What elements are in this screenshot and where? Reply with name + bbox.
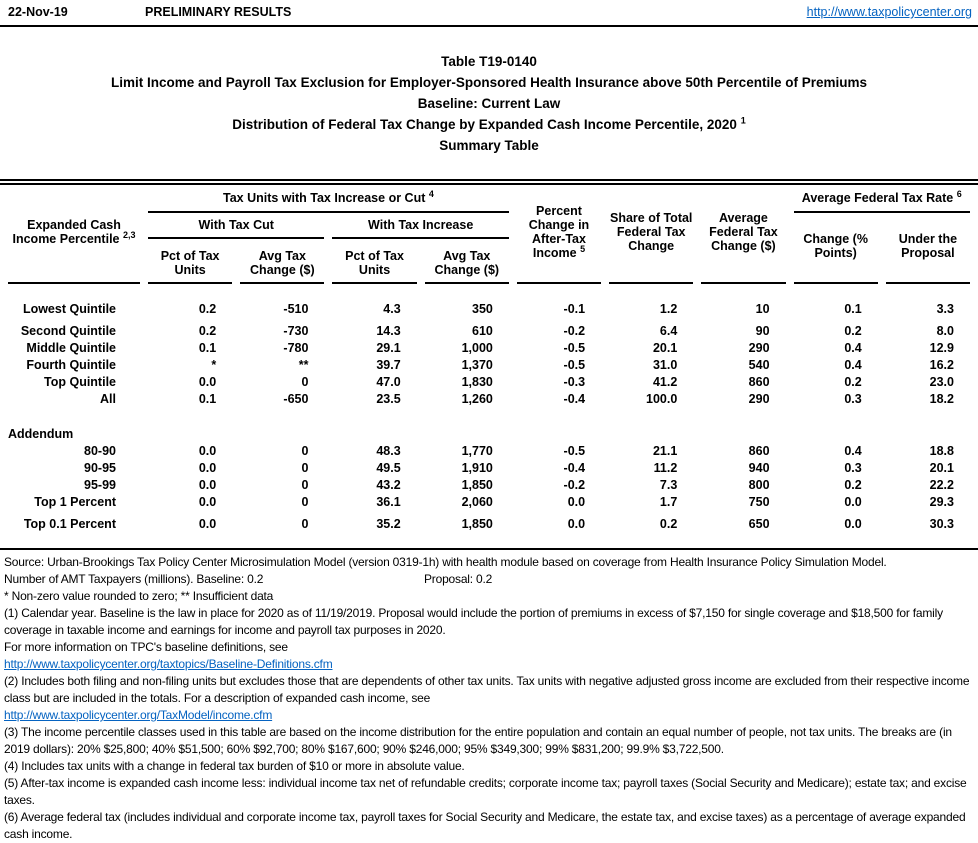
cell-value: 29.1 <box>376 341 401 355</box>
footnote-1: (1) Calendar year. Baseline is the law in place for 2020 as of 11/19/2019. Proposal would include the portion of premiums in excess of $7,150 for single coverage and $18,500 for family coverage in taxable income and earnings for income and payroll tax purposes in 2020. <box>4 606 943 637</box>
table-row <box>8 374 970 391</box>
cell-value: 1.7 <box>659 495 678 509</box>
cell-value: 0 <box>301 495 309 509</box>
cell-value: 0.3 <box>844 392 862 406</box>
footnote-ref-2-3: 2,3 <box>122 229 136 240</box>
col-header-avg-tax-change-cut: Avg Tax Change ($) <box>240 239 324 284</box>
cell-value: -0.2 <box>563 324 586 338</box>
footnote-2: (2) Includes both filing and non-filing units but excludes those that are dependents of other tax units. Tax units with negative adjusted gross income are excluded from their respective income class but are included in the totals. For a description of expanded cash income, see <box>4 674 970 705</box>
cell-value: 0 <box>301 478 309 492</box>
summary-table <box>0 185 978 548</box>
cell-value: 860 <box>748 444 770 458</box>
cell-value: ** <box>298 358 309 372</box>
cell-value: -0.3 <box>563 375 586 389</box>
footnote-6: (6) Average federal tax (includes individual and corporate income tax, payroll taxes for Social Security and Medicare, the estate tax, and excise taxes) as a percentage of average expanded cash income. <box>4 810 966 841</box>
cell-value: 22.2 <box>929 478 954 492</box>
footnote-1b: For more information on TPC's baseline definitions, see <box>4 640 288 654</box>
cell-value: 47.0 <box>376 375 401 389</box>
cell-value: 1,370 <box>461 358 493 372</box>
cell-value: 0 <box>301 517 309 531</box>
table-header <box>8 185 970 284</box>
row-label: Top 1 Percent <box>34 495 116 509</box>
cell-value: 29.3 <box>929 495 954 509</box>
cell-value: 100.0 <box>646 392 678 406</box>
cell-value: 20.1 <box>652 341 678 355</box>
cell-value: 0.2 <box>844 324 862 338</box>
cell-value: 0 <box>301 375 309 389</box>
footnote-amt <box>4 571 974 588</box>
cell-value: 2,060 <box>461 495 493 509</box>
table-row <box>8 284 970 323</box>
cell-value: 90 <box>755 324 770 338</box>
group-header-with-tax-cut: With Tax Cut <box>148 213 324 239</box>
footnotes <box>0 550 978 843</box>
footnote-ref-6: 6 <box>956 188 962 199</box>
cell-value: 36.1 <box>376 495 401 509</box>
table-row <box>8 323 970 340</box>
cell-value: -0.1 <box>563 301 586 316</box>
cell-value: 7.3 <box>659 478 678 492</box>
baseline-line: Baseline: Current Law <box>417 96 561 111</box>
footnote-ref-1: 1 <box>740 115 746 126</box>
cell-value: 14.3 <box>376 324 401 338</box>
cell-value: 610 <box>472 324 493 338</box>
cell-value: 12.9 <box>929 341 954 355</box>
table-row <box>8 494 970 511</box>
cell-value: 1,830 <box>461 375 493 389</box>
cell-value: 39.7 <box>376 358 401 372</box>
cell-value: 860 <box>748 375 770 389</box>
row-label: Fourth Quintile <box>26 358 116 372</box>
top-bar <box>0 0 978 27</box>
cell-value: 650 <box>748 517 770 531</box>
cell-value: 1,260 <box>461 392 493 406</box>
cell-value: 0.0 <box>198 478 217 492</box>
cell-value: -0.5 <box>563 358 586 372</box>
cell-value: 350 <box>472 301 493 316</box>
addendum-label: Addendum <box>8 427 74 441</box>
table-row <box>8 460 970 477</box>
baseline-definitions-link[interactable]: http://www.taxpolicycenter.org/taxtopics/Baseline-Definitions.cfm <box>4 657 333 671</box>
cell-value: 43.2 <box>376 478 401 492</box>
report-date: 22-Nov-19 <box>8 5 68 19</box>
row-label: Lowest Quintile <box>22 301 116 316</box>
col-header-under-the-proposal: Under the Proposal <box>886 213 970 284</box>
row-label: 80-90 <box>84 444 116 458</box>
table-row <box>8 340 970 357</box>
table-row <box>8 443 970 460</box>
cell-value: -730 <box>283 324 309 338</box>
group-header-average-federal-tax-rate <box>794 185 970 213</box>
cell-value: 18.2 <box>929 392 954 406</box>
baseline-definitions-link-line <box>4 656 974 673</box>
cell-value: 1.2 <box>659 301 678 316</box>
cell-value: 0.4 <box>844 444 862 458</box>
col-header-pct-of-tax-units-increase: Pct of Tax Units <box>332 239 416 284</box>
row-label: Middle Quintile <box>26 341 116 355</box>
group-header-with-tax-increase: With Tax Increase <box>332 213 508 239</box>
cell-value: 35.2 <box>376 517 401 531</box>
cell-value: 0.2 <box>844 375 862 389</box>
avg-fed-tax-rate-text: Average Federal Tax Rate <box>801 191 954 205</box>
cell-value: 0.1 <box>198 341 217 355</box>
cell-value: 41.2 <box>652 375 678 389</box>
cell-value: 8.0 <box>936 324 954 338</box>
cell-value: 11.2 <box>653 461 678 475</box>
addendum-header <box>8 408 970 443</box>
row-label: Top 0.1 Percent <box>23 517 116 531</box>
cell-value: -0.4 <box>563 461 586 475</box>
table-row <box>8 391 970 408</box>
table-row <box>8 511 970 548</box>
taxpolicycenter-link[interactable]: http://www.taxpolicycenter.org <box>806 5 972 19</box>
col-header-average-federal-tax-change: Average Federal Tax Change ($) <box>701 185 785 284</box>
income-link-line <box>4 707 974 724</box>
footnote-symbols: * Non-zero value rounded to zero; ** Insufficient data <box>4 589 274 603</box>
row-label: Top Quintile <box>44 375 116 389</box>
col-header-pct-change-after-tax-income <box>517 185 601 284</box>
footnote-ref-5: 5 <box>580 243 586 254</box>
table-title: Limit Income and Payroll Tax Exclusion for Employer-Sponsored Health Insurance above 50th Percentile of Premiums <box>111 75 867 90</box>
cell-value: 0.2 <box>844 478 862 492</box>
cell-value: 0.0 <box>198 444 217 458</box>
col-header-share-total-federal-tax-change: Share of Total Federal Tax Change <box>609 185 693 284</box>
cell-value: 1,000 <box>461 341 493 355</box>
row-label: Second Quintile <box>20 324 116 338</box>
addendum-rows <box>8 443 970 548</box>
cell-value: 49.5 <box>376 461 401 475</box>
cell-value: 6.4 <box>659 324 678 338</box>
taxmodel-income-link[interactable]: http://www.taxpolicycenter.org/TaxModel/income.cfm <box>4 708 273 722</box>
cell-value: 20.1 <box>929 461 954 475</box>
summary-table-section <box>0 179 978 550</box>
cell-value: 0.1 <box>198 392 217 406</box>
cell-value: 0.0 <box>567 517 586 531</box>
title-block <box>0 51 978 156</box>
col-header-expanded-cash-income <box>8 185 140 284</box>
row-label: All <box>100 392 116 406</box>
cell-value: 1,850 <box>461 517 493 531</box>
footnote-source: Source: Urban-Brookings Tax Policy Center Microsimulation Model (version 0319-1h) with health module based on coverage from Health Insurance Policy Simulation Model. <box>4 555 887 569</box>
cell-value: 16.2 <box>929 358 954 372</box>
group-header-tax-units <box>148 185 509 213</box>
row-label: 95-99 <box>84 478 116 492</box>
cell-value: -0.4 <box>563 392 586 406</box>
cell-value: 18.8 <box>929 444 954 458</box>
cell-value: 23.0 <box>929 375 954 389</box>
cell-value: 0.0 <box>844 495 862 509</box>
cell-value: 290 <box>748 392 770 406</box>
cell-value: 0.4 <box>844 358 862 372</box>
cell-value: 10 <box>755 301 770 316</box>
amt-baseline-text: Number of AMT Taxpayers (millions). Baseline: 0.2 <box>4 572 264 586</box>
cell-value: 0 <box>301 444 309 458</box>
cell-value: -510 <box>283 301 309 316</box>
tax-units-group-text: Tax Units with Tax Increase or Cut <box>223 191 426 205</box>
cell-value: 0.4 <box>844 341 862 355</box>
cell-value: 23.5 <box>376 392 401 406</box>
summary-table-line: Summary Table <box>439 138 539 153</box>
cell-value: 30.3 <box>929 517 954 531</box>
footnote-4: (4) Includes tax units with a change in federal tax burden of $10 or more in absolute value. <box>4 759 465 773</box>
spacer-row <box>8 408 970 426</box>
footnote-5: (5) After-tax income is expanded cash income less: individual income tax net of refundable credits; corporate income tax; payroll taxes (Social Security and Medicare); estate tax; and excise taxes. <box>4 776 967 807</box>
cell-value: 0.2 <box>198 301 217 316</box>
cell-value: 3.3 <box>936 301 954 316</box>
cell-value: 290 <box>748 341 770 355</box>
cell-value: -0.5 <box>563 341 586 355</box>
col-header-pct-of-tax-units-cut: Pct of Tax Units <box>148 239 232 284</box>
cell-value: 0.2 <box>198 324 217 338</box>
cell-value: 800 <box>748 478 770 492</box>
cell-value: -0.5 <box>563 444 586 458</box>
table-row <box>8 477 970 494</box>
cell-value: 1,850 <box>461 478 493 492</box>
cell-value: 750 <box>748 495 770 509</box>
cell-value: 0.0 <box>198 461 217 475</box>
cell-value: 0.2 <box>659 517 678 531</box>
amt-proposal-text: Proposal: 0.2 <box>424 572 493 586</box>
cell-value: 0.0 <box>844 517 862 531</box>
cell-value: 0.0 <box>198 517 217 531</box>
distribution-line <box>0 114 978 135</box>
cell-value: -650 <box>283 392 309 406</box>
cell-value: 0.3 <box>844 461 862 475</box>
cell-value: 0.0 <box>198 495 217 509</box>
cell-value: 0 <box>301 461 309 475</box>
col-header-avg-tax-change-increase: Avg Tax Change ($) <box>425 239 509 284</box>
cell-value: * <box>211 358 217 372</box>
cell-value: 48.3 <box>376 444 401 458</box>
addendum-label-row <box>8 426 970 443</box>
cell-value: -780 <box>283 341 309 355</box>
footnote-ref-4: 4 <box>428 188 434 199</box>
cell-value: 0.1 <box>844 301 862 316</box>
cell-value: 540 <box>748 358 770 372</box>
main-rows <box>8 284 970 408</box>
distribution-text: Distribution of Federal Tax Change by Expanded Cash Income Percentile, 2020 <box>232 117 737 132</box>
cell-value: 0.0 <box>198 375 217 389</box>
footnote-3: (3) The income percentile classes used in this table are based on the income distribution for the entire population and contain an equal number of people, not tax units. The breaks are (in 2019 dollars): 20% $25,800; 40% $51,500; 60% $92,700; 80% $167,600; 90% $246,000; 95% $349,300; 99% $831,200; 99.9% $3,722,500. <box>4 725 952 756</box>
cell-value: -0.2 <box>563 478 586 492</box>
col-header-change-pct-points: Change (% Points) <box>794 213 878 284</box>
cell-value: 21.1 <box>652 444 678 458</box>
pct-change-ati-text: Percent Change in After-Tax Income <box>528 203 590 260</box>
preliminary-results-label: PRELIMINARY RESULTS <box>145 5 292 19</box>
cell-value: 31.0 <box>652 358 678 372</box>
cell-value: 1,910 <box>461 461 493 475</box>
table-row <box>8 357 970 374</box>
cell-value: 0.0 <box>567 495 586 509</box>
cell-value: 1,770 <box>461 444 493 458</box>
row-label: 90-95 <box>84 461 116 475</box>
stub-text: Expanded Cash Income Percentile <box>12 217 121 246</box>
table-number: Table T19-0140 <box>441 54 537 69</box>
cell-value: 4.3 <box>383 301 401 316</box>
cell-value: 940 <box>748 461 770 475</box>
